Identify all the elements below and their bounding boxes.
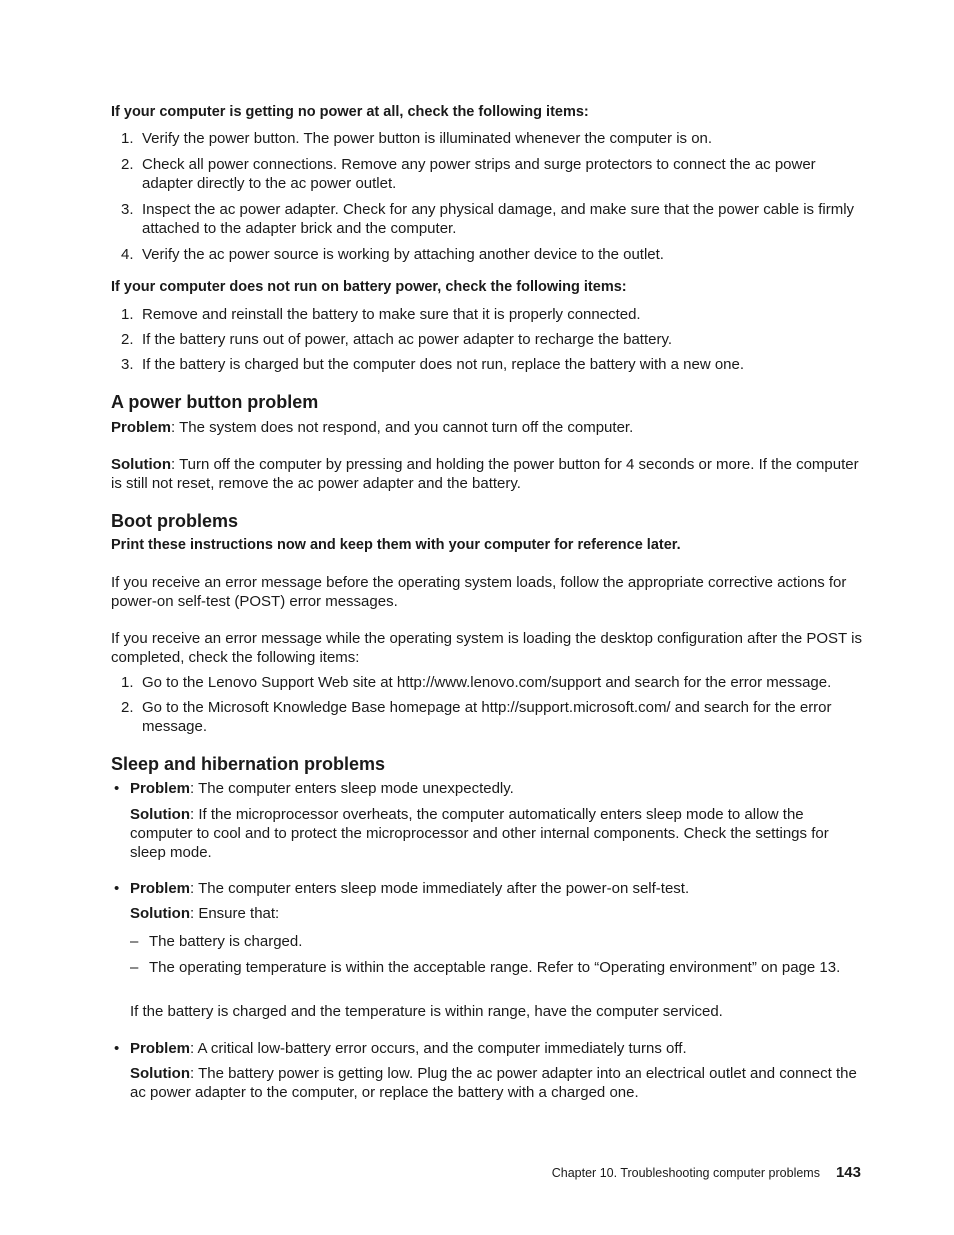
list-item: 1. Verify the power button. The power button is illuminated whenever the computer is on. [121, 130, 713, 147]
page-number: 143 [835, 1164, 861, 1181]
dash-item: – The operating temperature is within the acceptable range. Refer to “Operating environment” on page 13. [130, 959, 841, 976]
list-item: 2. Go to the Microsoft Knowledge Base homepage at http://support.microsoft.com/ and search for the error message. [121, 699, 832, 735]
sleep-problem-3: • Problem: A critical low-battery error occurs, and the computer immediately turns off. [114, 1040, 687, 1057]
dash-mark: – [130, 933, 139, 950]
no-power-heading: If your computer is getting no power at all, check the following items: [111, 104, 589, 120]
boot-title: Boot problems [111, 511, 239, 531]
sleep-title: Sleep and hibernation problems [111, 754, 386, 774]
bullet-mark: • [114, 880, 120, 897]
list-item: 3. Inspect the ac power adapter. Check for any physical damage, and make sure that the power cable is firmly attached to the adapter brick and the computer. [121, 201, 855, 237]
power-button-problem: Problem: The system does not respond, and you cannot turn off the computer. [111, 419, 634, 436]
list-item: 4. Verify the ac power source is working by attaching another device to the outlet. [121, 246, 664, 263]
list-item: 2. If the battery runs out of power, attach ac power adapter to recharge the battery. [121, 331, 673, 348]
chapter-title: Chapter 10. Troubleshooting computer problems [551, 1166, 820, 1180]
boot-note: Print these instructions now and keep them with your computer for reference later. [111, 537, 681, 553]
page-footer [552, 1163, 861, 1183]
list-item: 1. Go to the Lenovo Support Web site at http://www.lenovo.com/support and search for the error message. [121, 674, 832, 691]
list-item: 2. Check all power connections. Remove any power strips and surge protectors to connect the ac power adapter directly to the ac power outlet. [121, 156, 816, 192]
power-button-solution: Solution: Turn off the computer by pressing and holding the power button for 4 seconds or more. If the computer is still not reset, remove the ac power adapter and the battery. [111, 456, 859, 492]
bullet-mark: • [114, 1040, 120, 1057]
battery-list [111, 305, 863, 374]
list-item: 1. Remove and reinstall the battery to make sure that it is properly connected. [121, 306, 641, 323]
no-power-list [111, 129, 863, 264]
battery-heading: If your computer does not run on battery power, check the following items: [111, 279, 627, 295]
sleep-solution-2: Solution: Ensure that: [130, 905, 280, 922]
power-button-title: A power button problem [111, 392, 319, 412]
boot-paragraph-2: If you receive an error message while the operating system is loading the desktop configuration after the POST is completed, check the following items: [111, 630, 862, 666]
sleep-solution-3: Solution: The battery power is getting low. Plug the ac power adapter into an electrical outlet and connect the ac power adapter to the computer, or replace the battery with a charged one. [130, 1065, 857, 1101]
list-item: 3. If the battery is charged but the computer does not run, replace the battery with a new one. [121, 356, 745, 373]
sleep-problem-2: • Problem: The computer enters sleep mode immediately after the power-on self-test. [114, 880, 690, 897]
boot-paragraph-1: If you receive an error message before the operating system loads, follow the appropriate corrective actions for power-on self-test (POST) error messages. [111, 574, 847, 610]
bullet-mark: • [114, 780, 120, 797]
sleep-problem-1: • Problem: The computer enters sleep mode unexpectedly. [114, 780, 514, 797]
dash-mark: – [130, 959, 139, 976]
sleep-after-note: If the battery is charged and the temperature is within range, have the computer serviced. [130, 1003, 723, 1020]
boot-list [111, 673, 863, 736]
sleep-solution-1: Solution: If the microprocessor overheats, the computer automatically enters sleep mode to allow the computer to cool and to protect the microprocessor and other internal components. Check the settings for sleep mode. [130, 806, 829, 861]
dash-item: – The battery is charged. [130, 933, 303, 950]
